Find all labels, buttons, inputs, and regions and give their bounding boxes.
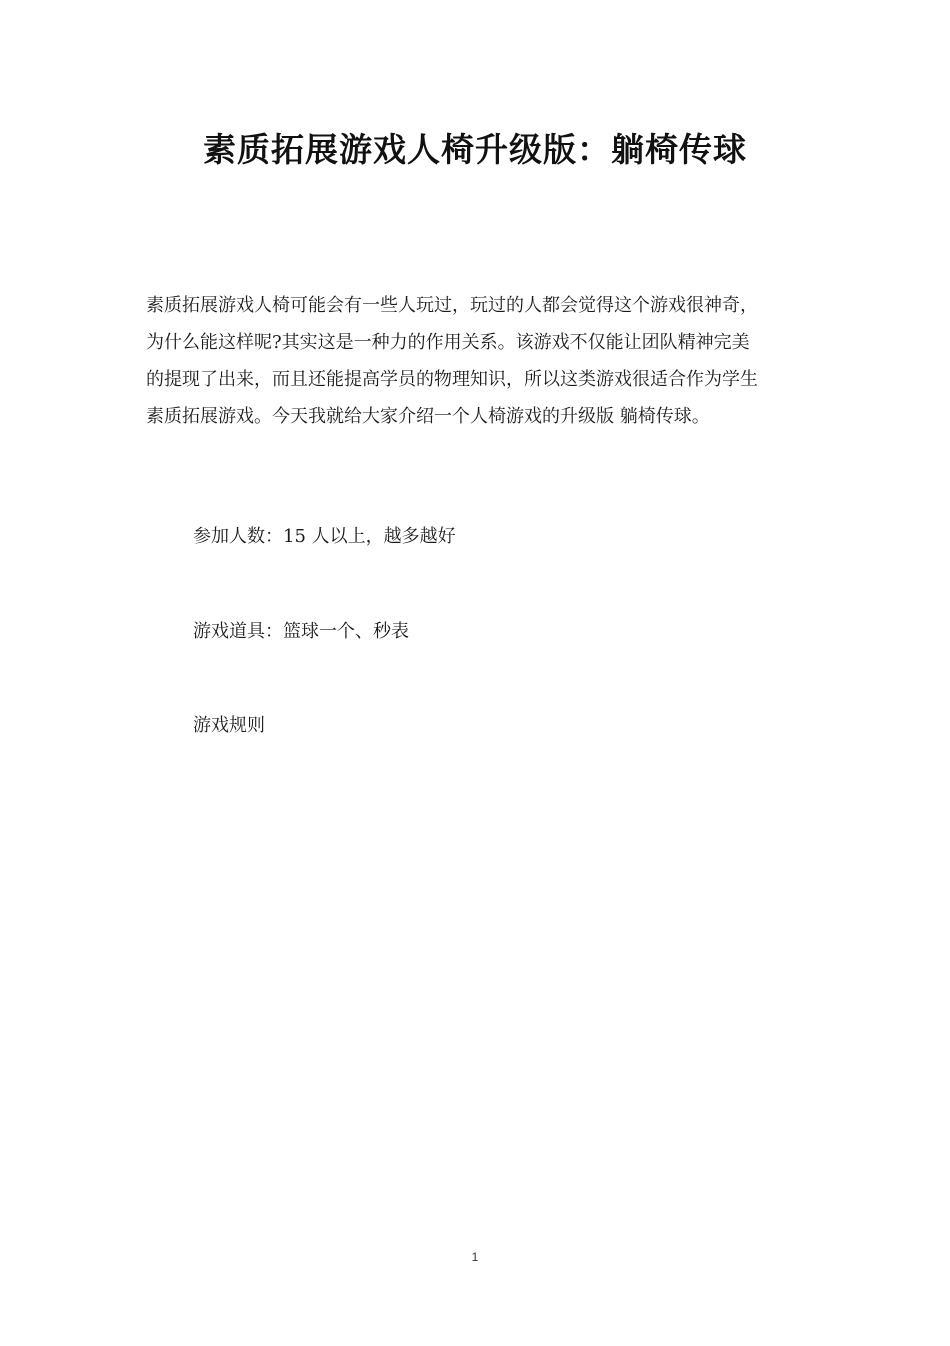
page-number: 1 bbox=[471, 1250, 479, 1264]
props-text: 游戏道具：篮球一个、秒表 bbox=[193, 621, 409, 642]
intro-paragraph bbox=[146, 287, 808, 435]
intro-line: 素质拓展游戏。今天我就给大家介绍一个人椅游戏的升级版 躺椅传球。 bbox=[146, 406, 710, 427]
rules-heading: 游戏规则 bbox=[193, 715, 265, 736]
document-title: 素质拓展游戏人椅升级版：躺椅传球 bbox=[203, 130, 747, 169]
intro-line: 为什么能这样呢?其实这是一种力的作用关系。该游戏不仅能让团队精神完美 bbox=[146, 332, 750, 353]
intro-line: 素质拓展游戏人椅可能会有一些人玩过，玩过的人都会觉得这个游戏很神奇， bbox=[146, 295, 758, 316]
participants-text: 参加人数：15 人以上，越多越好 bbox=[193, 526, 456, 547]
intro-line: 的提现了出来，而且还能提高学员的物理知识，所以这类游戏很适合作为学生 bbox=[146, 369, 758, 390]
